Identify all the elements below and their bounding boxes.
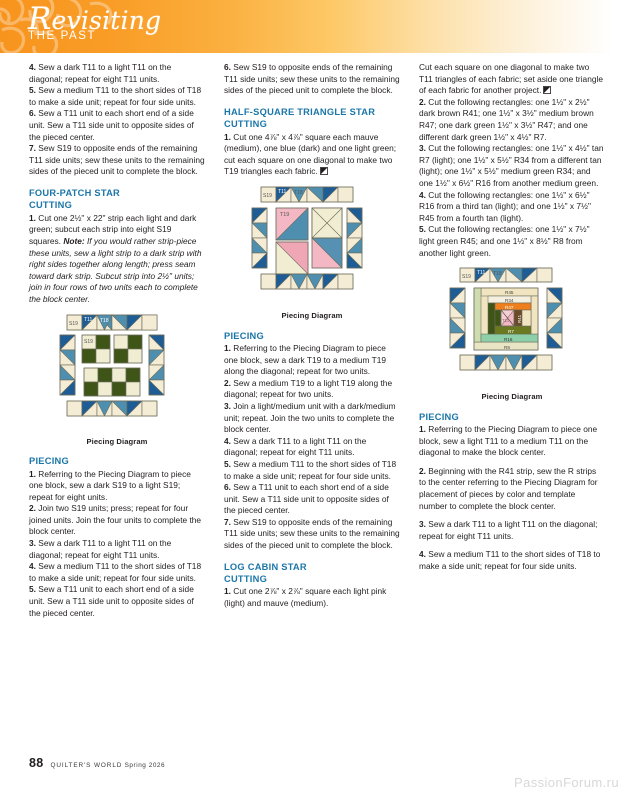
cutting-step-item (224, 132, 400, 178)
step-text: Sew a dark T11 to a light T11 on the diagonal; repeat for eight T11 units. (29, 62, 172, 84)
piecing-step-item (29, 503, 205, 538)
step-text: Sew a medium T11 to the short sides of T18 to make a side unit; repeat for four side units. (224, 458, 397, 481)
step-number: 2. (29, 503, 36, 514)
four-patch-star-piecing-diagram (58, 313, 176, 433)
note-label: Note: (63, 235, 85, 246)
step-text: Sew a medium T19 to a light T19 along the diagonal; repeat for two units. (224, 377, 393, 400)
piecing-step-item (224, 482, 400, 517)
diagram-label-t11: T11 (84, 316, 93, 323)
piecing-step-item (29, 469, 205, 504)
section-heading-log-cabin-star: LOG CABIN STAR (224, 561, 307, 572)
step-number: 1. (224, 131, 231, 142)
piecing-step-item (419, 424, 605, 459)
step-number: 4. (29, 62, 36, 72)
step-number: 1. (224, 586, 231, 597)
step-text: Cut one 4⅞" x 4⅞" square each mauve (medium), one blue (dark) and one light green; cut each square on one diagonal to make two T19 triangles each fabric. (224, 131, 397, 177)
subsection-heading-cutting: CUTTING (29, 200, 73, 211)
subsection-heading-piecing: PIECING (419, 411, 459, 422)
step-text: Referring to the Piecing Diagram to piece one block, sew a dark T19 to a medium T19 along the diagonal; repeat for two units. (224, 342, 387, 377)
column-2 (224, 62, 400, 610)
diagram-label-r34: R34 (505, 298, 514, 304)
masthead-subtitle: THE PAST (28, 30, 97, 42)
piecing-step-item (419, 466, 605, 512)
diagram-label-s19: S19 (84, 338, 93, 345)
step-text: Sew a dark T11 to a light T11 on the diagonal; repeat for eight T11 units. (29, 538, 172, 560)
step-text: Cut the following rectangles: one 1½" x 6½" R16 from a third tan (light); and one 1½" x 7½" R45 from a fourth tan (light). (419, 189, 591, 223)
step-number: 6. (224, 482, 231, 493)
diagram-label-t18: T18 (294, 189, 303, 196)
cut-on-diagonal-icon (543, 86, 551, 94)
footer-magazine-info (51, 762, 166, 769)
diagram-label-t18: T18 (100, 317, 109, 324)
step-text: Cut one 2½" x 22" strip each light and dark green; subcut each strip into eight S19 squares. (29, 212, 197, 246)
half-square-triangle-star-piecing-diagram (250, 185, 374, 307)
diagram-label-t11: T11 (502, 318, 510, 324)
step-number: 2. (224, 377, 231, 388)
magazine-name: QUILTER'S WORLD (50, 762, 123, 769)
cutting-step-item (29, 213, 205, 306)
cutting-step-item (224, 586, 400, 609)
step-text: Sew S19 to opposite ends of the remaining T11 side units; sew these units to the remaining sides of the pieced unit to complete the block. (29, 143, 205, 177)
diagram-label-r8: R8 (504, 345, 510, 351)
step-number: 1. (224, 342, 231, 353)
step-number: 6. (29, 108, 36, 119)
figure-four-patch-star (29, 313, 205, 448)
step-text: Sew a medium T11 to the short sides of T18 to make a side unit; repeat for four side units. (29, 85, 202, 107)
step-text: Referring to the Piecing Diagram to piece one block, sew a dark S19 to a light S19; repeat for eight units. (29, 468, 191, 502)
column-3 (419, 62, 605, 573)
diagram-label-s19: S19 (462, 274, 471, 281)
step-item (224, 62, 400, 97)
subsection-heading-cutting: CUTTING (224, 574, 268, 585)
step-number: 7. (224, 516, 231, 527)
cut-on-diagonal-icon (320, 167, 328, 175)
diagram-label-r47: R47 (505, 305, 514, 311)
piecing-step-item (29, 584, 205, 619)
section-heading-four-patch-star: FOUR-PATCH STAR (29, 187, 121, 198)
step-text: Sew a dark T11 to a light T11 on the diagonal; repeat for eight T11 units. (419, 519, 598, 541)
diagram-label-r16: R16 (504, 337, 513, 343)
diagram-label-s19: S19 (69, 320, 78, 327)
piecing-step-item (224, 517, 400, 552)
step-number: 3. (29, 538, 36, 549)
piecing-step-item (29, 561, 205, 584)
step-text: Sew S19 to opposite ends of the remaining T11 side units; sew these units to the remaining sides of the pieced unit to complete the block. (224, 62, 400, 96)
step-number: 3. (419, 143, 426, 154)
masthead (28, 1, 258, 50)
figure-caption: Piecing Diagram (281, 310, 343, 320)
log-cabin-star-piecing-diagram (448, 266, 576, 388)
cutting-step-item (419, 190, 605, 225)
step-number: 4. (419, 189, 426, 200)
step-text: Sew a medium T11 to the short sides of T18 to make a side unit; repeat for four side units. (419, 549, 601, 572)
column-1 (29, 62, 205, 619)
step-text: Sew a medium T11 to the short sides of T18 to make a side unit; repeat for four side units. (29, 561, 202, 583)
step-number: 5. (419, 224, 426, 235)
figure-log-cabin-star (419, 266, 605, 403)
step-number: 2. (419, 465, 426, 476)
diagram-label-r41: R41 (517, 315, 522, 324)
step-item (29, 85, 205, 108)
step-text: Sew a dark T11 to a light T11 on the diagonal; repeat for eight T11 units. (224, 435, 367, 458)
masthead-title-cap: R (28, 1, 52, 37)
step-number: 2. (419, 96, 426, 107)
step-text: Cut the following rectangles: one 1½" x 2½" dark brown R41; one 1½" x 3½" medium brown R47; one dark green 1½" x 3½" R47; and one different dark green 1½" x 4½" R7. (419, 96, 594, 142)
step-item (29, 108, 205, 143)
piecing-step-item (224, 378, 400, 401)
step-item (29, 143, 205, 178)
diagram-label-t11: T11 (278, 188, 287, 195)
step-number: 1. (419, 424, 426, 435)
subsection-heading-piecing: PIECING (224, 330, 264, 341)
step-text: Cut the following rectangles: one 1½" x 4½" tan R7 (light); one 1½" x 5½" R34 from a different tan (light); one 1½" x 5½" medium green R34; and one 1½" x 6½" R16 from another medium green. (419, 143, 604, 188)
page-footer (29, 756, 165, 770)
piecing-step-item (224, 343, 400, 378)
diagram-label-t18: T18 (493, 271, 502, 278)
diagram-label-r7: R7 (508, 329, 514, 335)
masthead-title-rest: evisiting (51, 6, 162, 35)
step-text: Join a light/medium unit with a dark/medium unit; repeat. Join the two units to complete the block center. (224, 400, 396, 435)
issue-date: Spring 2026 (124, 762, 166, 769)
page-header-banner (0, 0, 633, 53)
diagram-label-s19: S19 (263, 192, 272, 199)
subsection-heading-piecing: PIECING (29, 456, 69, 467)
piecing-step-item (419, 519, 605, 542)
step-number: 5. (29, 85, 36, 96)
step-text: Cut one 2⅞" x 2⅞" square each light pink (light) and mauve (medium). (224, 586, 387, 609)
note-text: If you would rather strip-piece these units, sew a light strip to a dark strip with right sides together along length; press seam toward dark strip. Subcut strip into 2½" units; join in four rows of two units each to complete the block center. (29, 235, 202, 304)
piecing-step-item (419, 549, 605, 572)
step-number: 6. (224, 62, 231, 72)
step-text: Sew a T11 unit to each short end of a side unit. Sew a T11 side unit to opposite sides of the pieced center. (29, 584, 194, 618)
figure-caption: Piecing Diagram (86, 436, 148, 446)
cutting-step-item (419, 224, 605, 259)
step-number: 1. (29, 468, 36, 479)
step-number: 5. (29, 584, 36, 595)
step-item (29, 62, 205, 85)
step-text: Referring to the Piecing Diagram to piece one block, sew a light T11 to a medium T11 on the diagonal to make the block center. (419, 424, 598, 458)
step-number: 5. (224, 458, 231, 469)
subsection-heading-cutting: CUTTING (224, 119, 268, 130)
watermark: PassionForum.ru (514, 775, 619, 790)
intro-text: Cut each square on one diagonal to make two T11 triangles of each fabric; set aside one triangle of each fabric for another project. (419, 62, 603, 96)
piecing-step-item (224, 401, 400, 436)
step-text: Sew a T11 unit to each short end of a side unit. Sew a T11 side unit to opposite sides of the pieced center. (224, 482, 389, 516)
step-text: Cut the following rectangles: one 1½" x 7½" light green R45; and one 1½" x 8½" R8 from another light green. (419, 224, 590, 258)
section-heading-half-square-triangle-star: HALF-SQUARE TRIANGLE STAR (224, 106, 376, 117)
step-number: 7. (29, 143, 36, 154)
diagram-label-r45: R45 (505, 290, 514, 296)
step-number: 3. (224, 400, 231, 411)
step-number: 4. (419, 549, 426, 560)
piecing-step-item (29, 538, 205, 561)
step-text: Beginning with the R41 strip, sew the R strips to the center referring to the Piecing Diagram for placement of pieces by color and template number to complete the block center. (419, 465, 598, 511)
cutting-step-item (419, 143, 605, 189)
diagram-label-t19: T19 (280, 211, 290, 218)
step-text: Sew a T11 unit to each short end of a side unit. Sew a T11 side unit to opposite sides of the pieced center. (29, 108, 194, 142)
step-number: 3. (419, 519, 426, 530)
figure-half-square-triangle-star (224, 185, 400, 322)
page-number: 88 (29, 756, 44, 770)
figure-caption: Piecing Diagram (481, 392, 543, 402)
cutting-step-item (419, 97, 605, 143)
article-columns (0, 62, 633, 742)
step-number: 1. (29, 212, 36, 223)
step-number: 4. (29, 561, 36, 572)
intro-paragraph (419, 62, 605, 97)
diagram-label-t11: T11 (477, 270, 486, 277)
piecing-step-item (224, 459, 400, 482)
piecing-step-item (224, 436, 400, 459)
step-number: 4. (224, 435, 231, 446)
step-text: Join two S19 units; press; repeat for four joined units. Join the four units to complete the block center. (29, 503, 202, 537)
step-text: Sew S19 to opposite ends of the remaining T11 side units; sew these units to the remaining sides of the pieced unit to complete the block. (224, 516, 400, 551)
